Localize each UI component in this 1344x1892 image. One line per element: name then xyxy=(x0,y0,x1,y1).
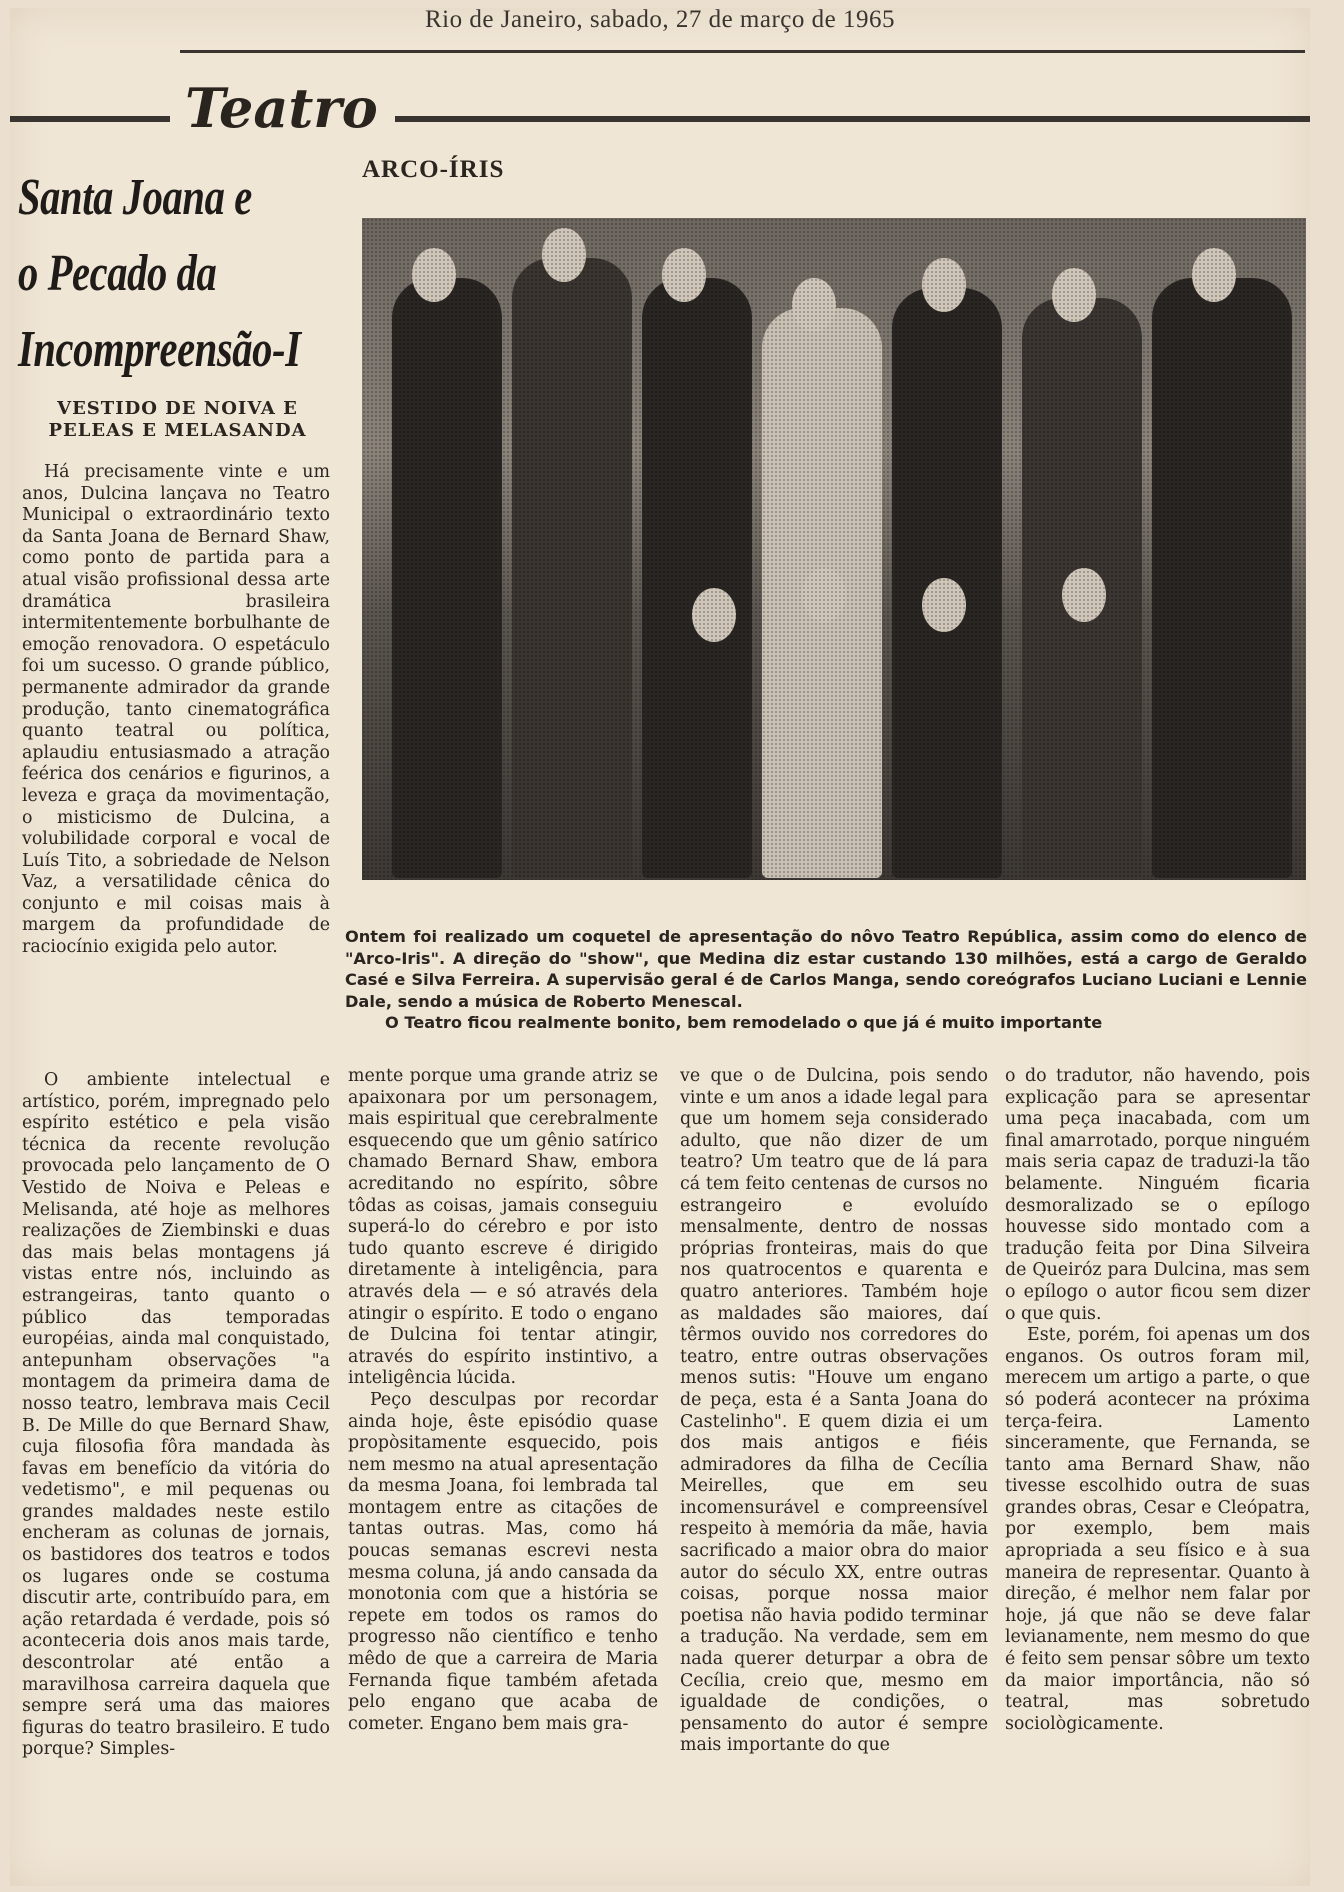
paragraph: O ambiente intelectual e artístico, porém, impregnado pelo espírito estético e pela visão técnica da recente revolução provocada pelo lançamento de O Vestido de Noiva e Peleas e Melisanda, até hoje as melhores realizações de Ziembinski e duas das mais belas montagens já vistas entre nós, incluindo as estrangeiras, tanto quanto o público das temporadas européias, ainda mal conquistado, antepunham observações "a montagem da primeira dama de nosso teatro, lembrava mais Cecil B. De Mille do que Bernard Shaw, cuja filosofia fôra mandada às favas em benefício da vitória do vedetismo", e mil pequenas ou grandes maldades neste estilo encheram as colunas de jornais, os bastidores dos teatros e todos os lugares onde se costuma discutir arte, contribuído para, em ação retardada é verdade, pois só aconteceria dois anos mais tarde, descontrolar até então a maravilhosa carreira daquela que sempre será uma das maiores figuras do teatro brasileiro. E tudo porque? Simples- xyxy=(22,1070,330,1760)
headline-line-1: Santa Joana e xyxy=(18,169,252,226)
photo-face xyxy=(802,568,846,622)
column-3 xyxy=(680,1066,988,1757)
paragraph: ve que o de Dulcina, pois sendo vinte e um anos a idade legal para que um homem seja considerado adulto, que não dizer de um teatro? Um teatro que de lá para cá tem feito centenas de cursos no estrangeiro e evoluído mensalmente, dentro de nossas próprias fronteiras, mais do que nos quatrocentos e quarenta e quatro anteriores. Também hoje as maldades são maiores, daí têrmos ouvido nos corredores do teatro, entre outras observações menos sutis: "Houve um engano de peça, esta é a Santa Joana do Castelinho". E quem dizia ei um dos mais antigos e fiéis admiradores da filha de Cecília Meirelles, que em seu incomensurável e compreensível respeito à memória da mãe, havia sacrificado a maior obra do maior autor do século XX, entre outras coisas, porque nossa maior poetisa não havia podido terminar a tradução. Na verdade, sem em nada querer deturpar a obra de Cecília, creio que, mesmo em igualdade de condições, o pensamento do autor é sempre mais importante do que xyxy=(680,1066,988,1756)
article-subhead xyxy=(20,398,335,442)
subhead-line-2: PELEAS E MELASANDA xyxy=(48,420,307,441)
column-4 xyxy=(1005,1066,1310,1735)
photo-figure xyxy=(1152,278,1292,878)
section-title: Teatro xyxy=(185,76,378,140)
section-rule-left xyxy=(10,116,170,122)
photo-figure xyxy=(892,288,1002,878)
photo-figure xyxy=(392,278,502,878)
dateline: Rio de Janeiro, sabado, 27 de março de 1965 xyxy=(425,6,895,33)
headline-line-3: Incompreensão-I xyxy=(18,321,301,378)
photo-face xyxy=(662,248,706,302)
column-2 xyxy=(348,1066,658,1735)
article-headline xyxy=(18,160,301,388)
photo-figure xyxy=(1022,298,1142,878)
section-rule-right xyxy=(395,116,1310,122)
photo-face xyxy=(922,258,966,312)
photo-face xyxy=(692,588,736,642)
caption-text: Ontem foi realizado um coquetel de apresentação do nôvo Teatro República, assim como do elenco de "Arco-Iris". A direção do "show", que Medina diz estar custando 130 milhões, está a cargo de Geraldo Casé e Silva Ferreira. A supervisão geral é de Carlos Manga, sendo coreógrafos Luciano Luciani e Lennie Dale, sendo a música de Roberto Menescal. xyxy=(345,927,1307,1011)
top-rule xyxy=(180,50,1305,53)
photo-face xyxy=(1062,568,1106,622)
photo-figure xyxy=(512,258,632,878)
cast-photo xyxy=(362,218,1306,880)
column-1-bottom xyxy=(22,1070,330,1761)
paragraph: o do tradutor, não havendo, pois explicação para se apresentar uma peça inacabada, com um final amarrotado, porque ninguém mais seria capaz de traduzi-la tão belamente. Ninguém ficaria desmoralizado se o epílogo houvesse sido montado com a tradução feita por Dina Silveira de Queiróz para Dulcina, mas sem o epílogo o autor ficou sem dizer o que quis. xyxy=(1005,1066,1310,1324)
photo-figure xyxy=(642,278,752,878)
photo-caption xyxy=(345,926,1307,1034)
photo-face xyxy=(542,228,586,282)
photo-title: ARCO-ÍRIS xyxy=(362,156,505,183)
paragraph: mente porque uma grande atriz se apaixonara por um personagem, mais espiritual que cerebralmente esquecendo que um gênio satírico chamado Bernard Shaw, embora acreditando no espírito, sôbre tôdas as coisas, jamais conseguiu superá-lo do cérebro e por isto tudo quanto escreve é dirigido diretamente à inteligência, para através dela — e só através dela atingir o espírito. E todo o engano de Dulcina foi tentar atingir, através do espírito instintivo, a inteligência lúcida. xyxy=(348,1066,658,1389)
paragraph: Há precisamente vinte e um anos, Dulcina lançava no Teatro Municipal o extraordinário texto da Santa Joana de Bernard Shaw, como ponto de partida para a atual visão profissional dessa arte dramática brasileira intermitentemente borbulhante de emoção renovadora. O espetáculo foi um sucesso. O grande público, permanente admirador da grande produção, tanto cinematográfica quanto teatral ou política, aplaudiu entusiasmado a atração feérica dos cenários e figurinos, a leveza e graça da movimentação, o misticismo de Dulcina, a volubilidade corporal e vocal de Luís Tito, a sobriedade de Nelson Vaz, a versatilidade cênica do conjunto e mil coisas mais à margem da profundidade de raciocínio exigida pelo autor. xyxy=(22,462,330,958)
photo-figure xyxy=(762,308,882,878)
photo-face xyxy=(792,278,836,332)
column-1-top xyxy=(22,462,330,959)
paragraph: Peço desculpas por recordar ainda hoje, êste episódio quase propòsitamente esquecido, pois nem mesmo na atual apresentação da mesma Joana, foi lembrada tal montagem entre as citações de tantas outras. Mas, como há poucas semanas escrevi nesta mesma coluna, já ando cansada da monotonia com que a história se repete em todos os ramos do progresso não científico e tenho mêdo de que a carreira de Maria Fernanda fique também afetada pelo engano que acaba de cometer. Engano bem mais gra- xyxy=(348,1389,658,1734)
photo-face xyxy=(412,248,456,302)
photo-face xyxy=(922,578,966,632)
headline-line-2: o Pecado da xyxy=(18,245,217,302)
photo-face xyxy=(1192,248,1236,302)
subhead-line-1: VESTIDO DE NOIVA E xyxy=(57,398,298,419)
caption-last-line: O Teatro ficou realmente bonito, bem remodelado o que já é muito importante xyxy=(385,1013,1103,1032)
paragraph: Este, porém, foi apenas um dos enganos. Os outros foram mil, merecem um artigo a parte, o que só poderá acontecer na próxima terça-feira. Lamento sinceramente, que Fernanda, se tanto ama Bernard Shaw, não tivesse escolhido outra de suas grandes obras, Cesar e Cleópatra, por exemplo, bem mais apropriada a seu físico e à sua maneira de representar. Quanto à direção, é melhor nem falar por hoje, já que não se deve falar levianamente, nem mesmo do que é feito sem pensar sôbre um texto da maior importância, não só teatral, mas sobretudo sociològicamente. xyxy=(1005,1325,1310,1734)
photo-face xyxy=(1052,268,1096,322)
